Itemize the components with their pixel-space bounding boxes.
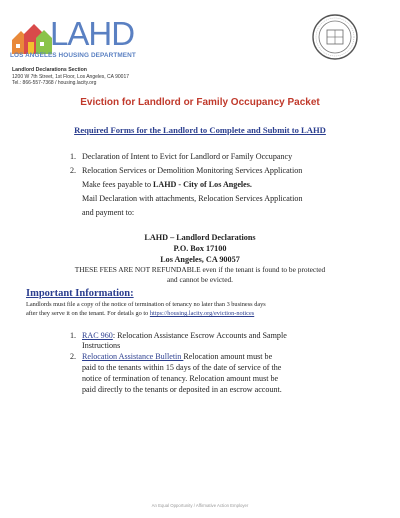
important-heading: Important Information: — [26, 288, 134, 299]
mail-address-line1: LAHD – Landlord Declarations — [144, 233, 256, 242]
page-title: Eviction for Landlord or Family Occupancy Packet — [80, 97, 320, 108]
mail-instructions-2: and payment to: — [82, 208, 135, 217]
fees-line — [82, 180, 252, 189]
eviction-notices-link[interactable]: https://housing.lacity.org/eviction-notices — [149, 310, 255, 317]
logo-subtitle: LOS ANGELES HOUSING DEPARTMENT — [10, 52, 136, 59]
city-seal-icon — [312, 14, 358, 60]
mail-address-line2: P.O. Box 17100 — [173, 244, 227, 253]
important-line-2 — [26, 310, 254, 317]
fees-payee: LAHD - City of Los Angeles. — [153, 180, 252, 189]
office-address: 1200 W 7th Street, 1st Floor, Los Angeles, CA 90017 — [12, 74, 130, 80]
resource-item-bulletin — [82, 352, 272, 361]
office-contact: Tel.: 866-557-7368 / housing.lacity.org — [12, 80, 97, 86]
logo-text: LAHD — [50, 15, 135, 52]
houses-logo-icon — [10, 20, 54, 56]
mail-address-line3: Los Angeles, CA 90057 — [160, 255, 240, 264]
form-item-relocation-application: Relocation Services or Demolition Monitoring Services Application — [82, 166, 303, 175]
relocation-bulletin-link[interactable]: Relocation Assistance Bulletin — [82, 352, 184, 361]
fees-prefix: Make fees payable to — [82, 180, 154, 189]
resource-text: Relocation amount must be — [183, 352, 273, 361]
fees-note-2: and cannot be evicted. — [166, 275, 234, 284]
resource-item-rac960 — [82, 331, 287, 340]
resource-text: : Relocation Assistance Escrow Accounts and Sample — [112, 331, 287, 340]
fees-note-1: THESE FEES ARE NOT REFUNDABLE even if the tenant is found to be protected — [74, 265, 326, 274]
required-forms-heading: Required Forms for the Landlord to Complete and Submit to LAHD — [74, 125, 326, 135]
section-name: Landlord Declarations Section — [12, 67, 87, 73]
important-line-1: Landlords must file a copy of the notice of termination of tenancy no later than 3 business days — [26, 301, 266, 308]
resource-number: 2. — [70, 352, 77, 361]
form-item-declaration: Declaration of Intent to Evict for Landlord or Family Occupancy — [82, 152, 293, 161]
mail-instructions-1: Mail Declaration with attachments, Relocation Services Application — [82, 194, 303, 203]
resource-text-continued: notice of termination of tenancy. Relocation amount must be — [82, 374, 279, 383]
resource-text-continued: Instructions — [82, 341, 121, 350]
rac-960-link[interactable]: RAC 960 — [82, 331, 113, 340]
resource-text-continued: paid to the tenants within 15 days of the date of service of the — [82, 363, 282, 372]
important-line-2-text: after they serve it on the tenant. For details go to — [26, 310, 150, 317]
resource-text-continued: paid directly to the tenants or deposited in an escrow account. — [82, 385, 282, 394]
form-number: 2. — [70, 166, 77, 175]
form-number: 1. — [70, 152, 77, 161]
page-footer: An Equal Opportunity / Affirmative Action Employer — [151, 503, 249, 508]
resource-number: 1. — [70, 331, 77, 340]
